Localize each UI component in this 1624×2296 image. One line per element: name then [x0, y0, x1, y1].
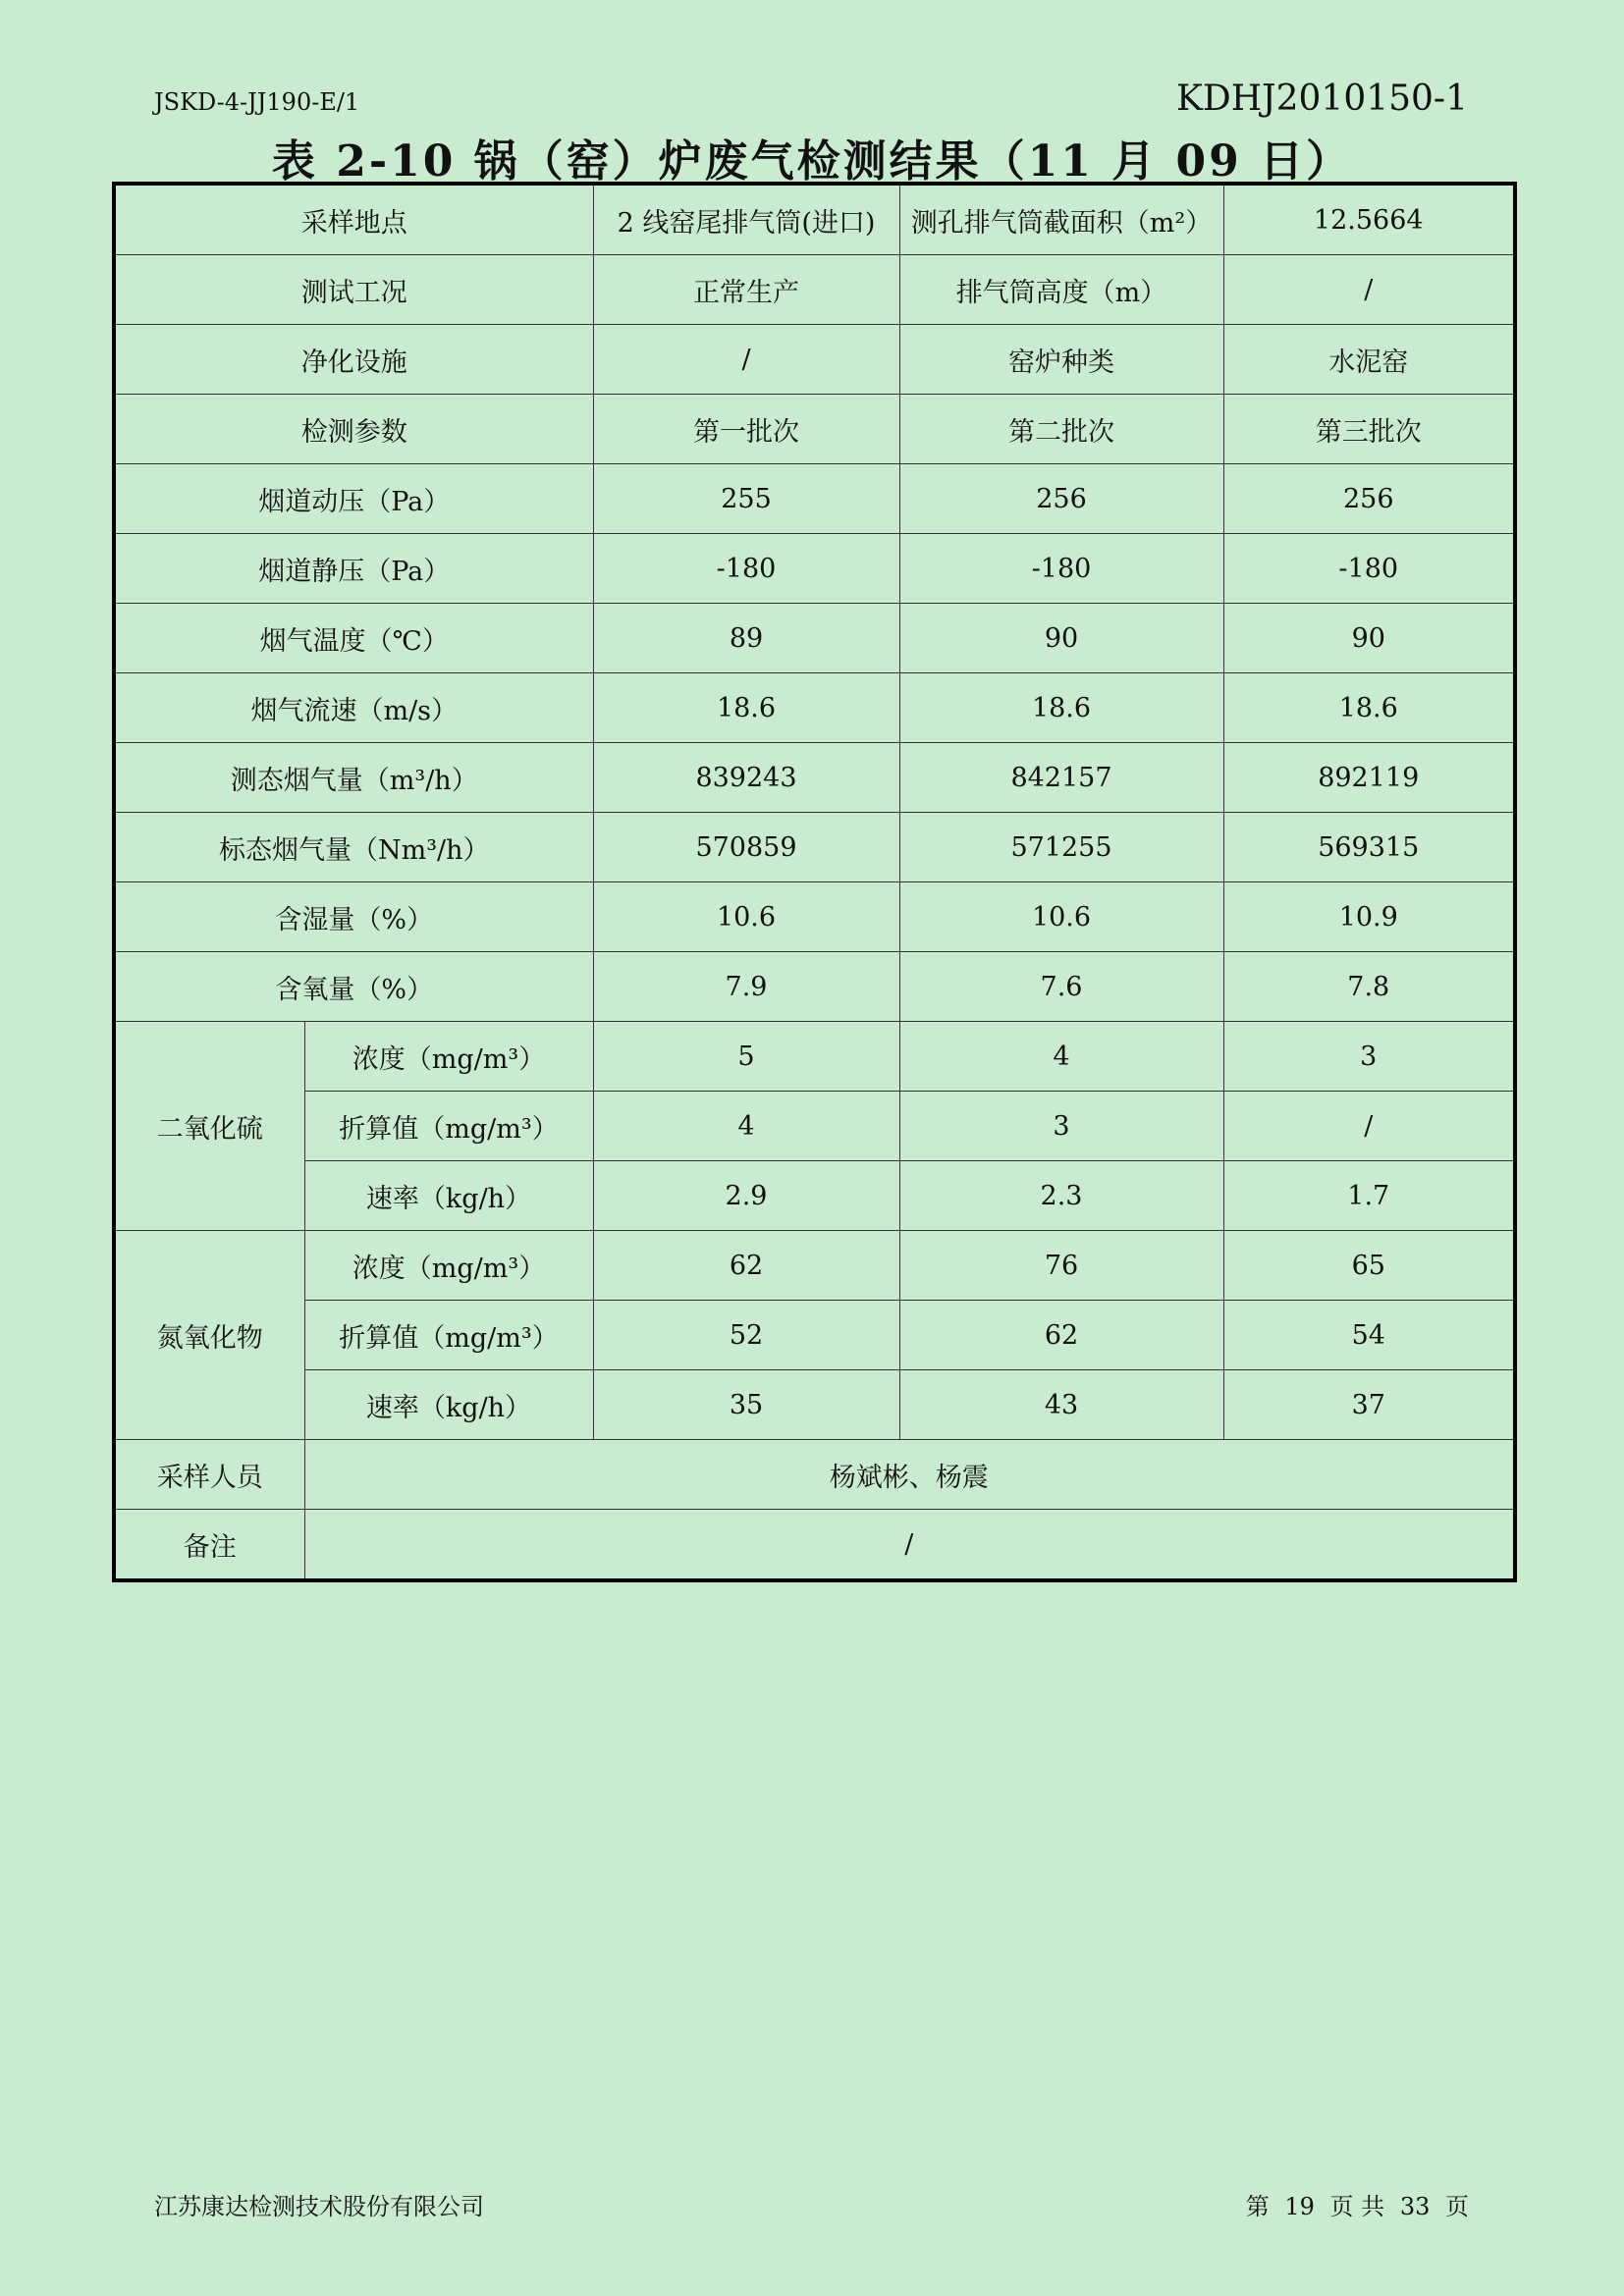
pollutant-metric-label: 速率（kg/h） [304, 1161, 593, 1231]
info-label: 排气筒高度（m） [899, 255, 1223, 325]
batch-value: 90 [1223, 604, 1515, 673]
remarks-value: / [304, 1510, 1515, 1581]
batch-value: -180 [899, 534, 1223, 604]
company-name: 江苏康达检测技术股份有限公司 [154, 2193, 484, 2220]
page-suffix: 页 [1445, 2193, 1469, 2220]
parameter-row [114, 882, 1515, 952]
batch-value: -180 [593, 534, 899, 604]
batch-value: 54 [1223, 1301, 1515, 1370]
info-label: 采样地点 [114, 184, 593, 255]
parameter-label: 烟气流速（m/s） [114, 673, 593, 743]
batch-value: / [1223, 1092, 1515, 1161]
batch-value: 35 [593, 1370, 899, 1440]
batch-value: 7.6 [899, 952, 1223, 1022]
document-code: JSKD-4-JJ190-E/1 [154, 88, 360, 116]
batch-value: 1.7 [1223, 1161, 1515, 1231]
batch-value: 571255 [899, 813, 1223, 882]
info-label: 测孔排气筒截面积（m²） [899, 184, 1223, 255]
remarks-row [114, 1510, 1515, 1581]
pollutant-row [114, 1022, 1515, 1092]
sampler-names: 杨斌彬、杨震 [304, 1440, 1515, 1510]
batch-value: 7.8 [1223, 952, 1515, 1022]
parameter-label: 烟道静压（Pa） [114, 534, 593, 604]
page-total: 33 [1399, 2193, 1431, 2220]
info-value: 2 线窑尾排气筒(进口) [593, 184, 899, 255]
batch-value: 4 [593, 1092, 899, 1161]
page-indicator [1246, 2187, 1469, 2221]
pollutant-metric-label: 折算值（mg/m³） [304, 1301, 593, 1370]
pollutant-name: 二氧化硫 [114, 1022, 304, 1231]
sampler-row [114, 1440, 1515, 1510]
batch-value: 76 [899, 1231, 1223, 1301]
info-value: / [593, 325, 899, 395]
pollutant-metric-label: 浓度（mg/m³） [304, 1231, 593, 1301]
pollutant-row [114, 1092, 1515, 1161]
info-row [114, 184, 1515, 255]
parameter-label: 烟气温度（℃） [114, 604, 593, 673]
batch-value: 570859 [593, 813, 899, 882]
pollutant-metric-label: 速率（kg/h） [304, 1370, 593, 1440]
batch-value: 10.6 [899, 882, 1223, 952]
parameter-row [114, 813, 1515, 882]
info-value: 第三批次 [1223, 395, 1515, 464]
parameter-label: 测态烟气量（m³/h） [114, 743, 593, 813]
pollutant-metric-label: 折算值（mg/m³） [304, 1092, 593, 1161]
pollutant-row [114, 1161, 1515, 1231]
info-value: 水泥窑 [1223, 325, 1515, 395]
batch-value: 2.3 [899, 1161, 1223, 1231]
batch-value: 10.6 [593, 882, 899, 952]
batch-value: 18.6 [1223, 673, 1515, 743]
batch-value: 256 [899, 464, 1223, 534]
batch-value: 18.6 [593, 673, 899, 743]
parameter-row [114, 743, 1515, 813]
report-number: KDHJ2010150-1 [1176, 79, 1468, 119]
batch-value: 569315 [1223, 813, 1515, 882]
batch-value: 65 [1223, 1231, 1515, 1301]
batch-value: -180 [1223, 534, 1515, 604]
pollutant-row [114, 1231, 1515, 1301]
batch-value: 90 [899, 604, 1223, 673]
parameter-label: 烟道动压（Pa） [114, 464, 593, 534]
batch-value: 2.9 [593, 1161, 899, 1231]
parameter-label: 含湿量（%） [114, 882, 593, 952]
batch-value: 3 [899, 1092, 1223, 1161]
batch-value: 3 [1223, 1022, 1515, 1092]
batch-value: 7.9 [593, 952, 899, 1022]
pollutant-row [114, 1370, 1515, 1440]
parameter-row [114, 464, 1515, 534]
info-value: 12.5664 [1223, 184, 1515, 255]
info-label: 第二批次 [899, 395, 1223, 464]
parameter-label: 标态烟气量（Nm³/h） [114, 813, 593, 882]
parameter-row [114, 604, 1515, 673]
batch-value: 43 [899, 1370, 1223, 1440]
page-mid: 页 共 [1329, 2193, 1385, 2220]
page-prefix: 第 [1245, 2193, 1270, 2220]
batch-value: 5 [593, 1022, 899, 1092]
batch-value: 256 [1223, 464, 1515, 534]
info-value: 第一批次 [593, 395, 899, 464]
info-label: 检测参数 [114, 395, 593, 464]
batch-value: 37 [1223, 1370, 1515, 1440]
remarks-label: 备注 [114, 1510, 304, 1581]
sampler-label: 采样人员 [114, 1440, 304, 1510]
batch-value: 255 [593, 464, 899, 534]
page-current: 19 [1284, 2193, 1315, 2220]
batch-value: 839243 [593, 743, 899, 813]
parameter-label: 含氧量（%） [114, 952, 593, 1022]
info-label: 窑炉种类 [899, 325, 1223, 395]
info-row [114, 395, 1515, 464]
info-label: 测试工况 [114, 255, 593, 325]
batch-value: 52 [593, 1301, 899, 1370]
batch-value: 4 [899, 1022, 1223, 1092]
pollutant-name: 氮氧化物 [114, 1231, 304, 1440]
batch-value: 62 [899, 1301, 1223, 1370]
emission-results-table [112, 182, 1517, 1582]
info-row [114, 255, 1515, 325]
batch-value: 18.6 [899, 673, 1223, 743]
batch-value: 892119 [1223, 743, 1515, 813]
parameter-row [114, 534, 1515, 604]
info-label: 净化设施 [114, 325, 593, 395]
info-row [114, 325, 1515, 395]
batch-value: 842157 [899, 743, 1223, 813]
parameter-row [114, 673, 1515, 743]
parameter-row [114, 952, 1515, 1022]
pollutant-metric-label: 浓度（mg/m³） [304, 1022, 593, 1092]
info-value: 正常生产 [593, 255, 899, 325]
batch-value: 10.9 [1223, 882, 1515, 952]
pollutant-row [114, 1301, 1515, 1370]
batch-value: 89 [593, 604, 899, 673]
table-title: 表 2-10 锅（窑）炉废气检测结果（11 月 09 日） [271, 136, 1353, 187]
batch-value: 62 [593, 1231, 899, 1301]
info-value: / [1223, 255, 1515, 325]
